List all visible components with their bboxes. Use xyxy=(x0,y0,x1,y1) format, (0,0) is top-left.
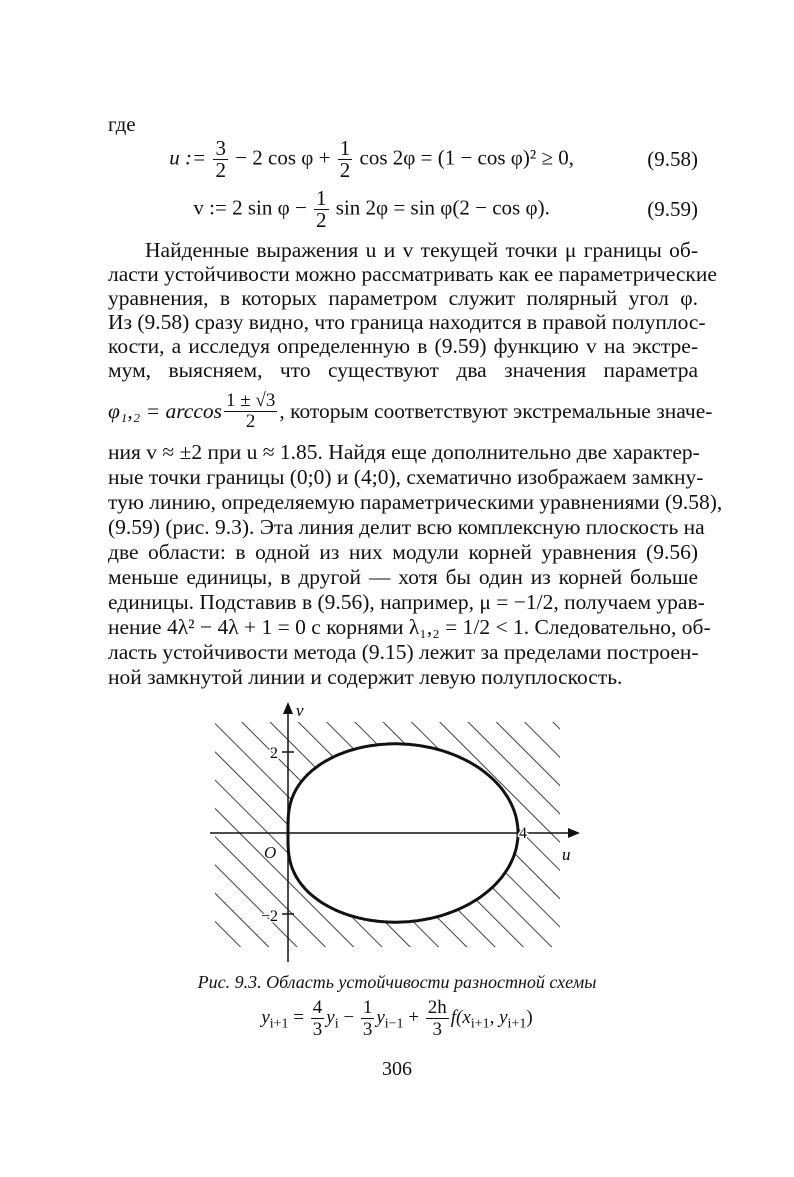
eq-lhs: u := xyxy=(169,144,207,169)
intro-word: где xyxy=(108,112,136,136)
page-number: 306 xyxy=(382,1058,412,1080)
u-axis-arrow xyxy=(568,828,580,838)
eq-lhs: v := 2 sin φ − xyxy=(193,194,307,219)
phi-line xyxy=(108,386,713,436)
text-line: Найденные выражения u и v текущей точки μ границы об- xyxy=(145,238,698,262)
eq-rhs: sin 2φ = sin φ(2 − cos φ). xyxy=(335,194,550,219)
u-axis-label: u xyxy=(562,845,571,864)
equation-9-58 xyxy=(108,135,635,182)
v-axis-arrow xyxy=(283,702,293,714)
text-line: ласть устойчивости метода (9.15) лежит за пределами построен- xyxy=(108,640,699,664)
eq-rhs: cos 2φ = (1 − cos φ)² ≥ 0, xyxy=(359,144,574,169)
text-line: единицы. Подставив в (9.56), например, μ = −1/2, получаем урав- xyxy=(108,590,705,614)
equation-9-59 xyxy=(108,185,635,232)
text-line: уравнения, в которых параметром служит полярный угол φ. xyxy=(108,286,698,310)
equation-9-59-row xyxy=(108,186,698,232)
text-line: ной замкнутой линии и содержит левую полуплоскость. xyxy=(108,665,623,689)
eq-mid: − 2 cos φ + xyxy=(235,144,331,169)
figure-caption: Рис. 9.3. Область устойчивости разностной схемы xyxy=(197,972,597,992)
phi-lhs: φ₁,₂ = arccos xyxy=(108,398,222,423)
text-line: (9.59) (рис. 9.3). Эта линия делит всю комплексную плоскость на xyxy=(108,515,705,539)
text-line: меньше единицы, в другой — хотя бы один из корней больше xyxy=(108,565,698,589)
text-line: тую линию, определяемую параметрическими уравнениями (9.58), xyxy=(108,490,723,514)
tick-label-minus-2: −2 xyxy=(261,908,279,925)
text-line: ласти устойчивости можно рассматривать как ее параметрические xyxy=(108,262,717,286)
tick-label-2: 2 xyxy=(270,745,278,762)
fraction: $\frac{1}{2}$ xyxy=(316,185,327,232)
equation-9-58-row xyxy=(108,136,698,182)
text-line: ния v ≈ ±2 при u ≈ 1.85. Найдя еще дополнительно две характер- xyxy=(108,440,700,464)
text-line: ные точки границы (0;0) и (4;0), схематично изображаем замкну- xyxy=(108,465,704,489)
text-line: кости, а исследуя определенную в (9.59) функцию v на экстре- xyxy=(108,334,698,358)
fraction: $\frac{3}{2}$ xyxy=(215,135,226,182)
v-axis-label: v xyxy=(296,701,304,720)
stability-region-figure xyxy=(0,695,794,970)
text-line: Из (9.58) сразу видно, что граница находится в правой полуплос- xyxy=(108,310,706,334)
origin-label: O xyxy=(264,843,277,862)
phi-rest: , которым соответствуют экстремальные значе- xyxy=(279,398,713,423)
caption-formula: $y_{i+1}$ = $\frac{4}{3}$ $y_i$ − $\frac{1}{3}$ $y_{i-1}$ + $\frac{2h}{3}$ $f(x_{i+1}$, $y_{i+1}$) xyxy=(261,997,533,1040)
equation-number: (9.58) xyxy=(647,146,698,171)
fraction: $\frac{1}{2}$ xyxy=(339,135,351,182)
fraction: $\frac{1 \pm √3}{2}$ xyxy=(226,389,276,432)
text-line: нение 4λ² − 4λ + 1 = 0 с корнями λ₁,₂ = 1/2 < 1. Следовательно, об- xyxy=(108,615,711,639)
text-line: мум, выясняем, что существуют два значения параметра xyxy=(108,358,698,382)
text-line: две области: в одной из них модули корней уравнения (9.56) xyxy=(108,540,698,564)
tick-label-4: 4 xyxy=(519,825,527,842)
equation-number: (9.59) xyxy=(647,196,698,221)
